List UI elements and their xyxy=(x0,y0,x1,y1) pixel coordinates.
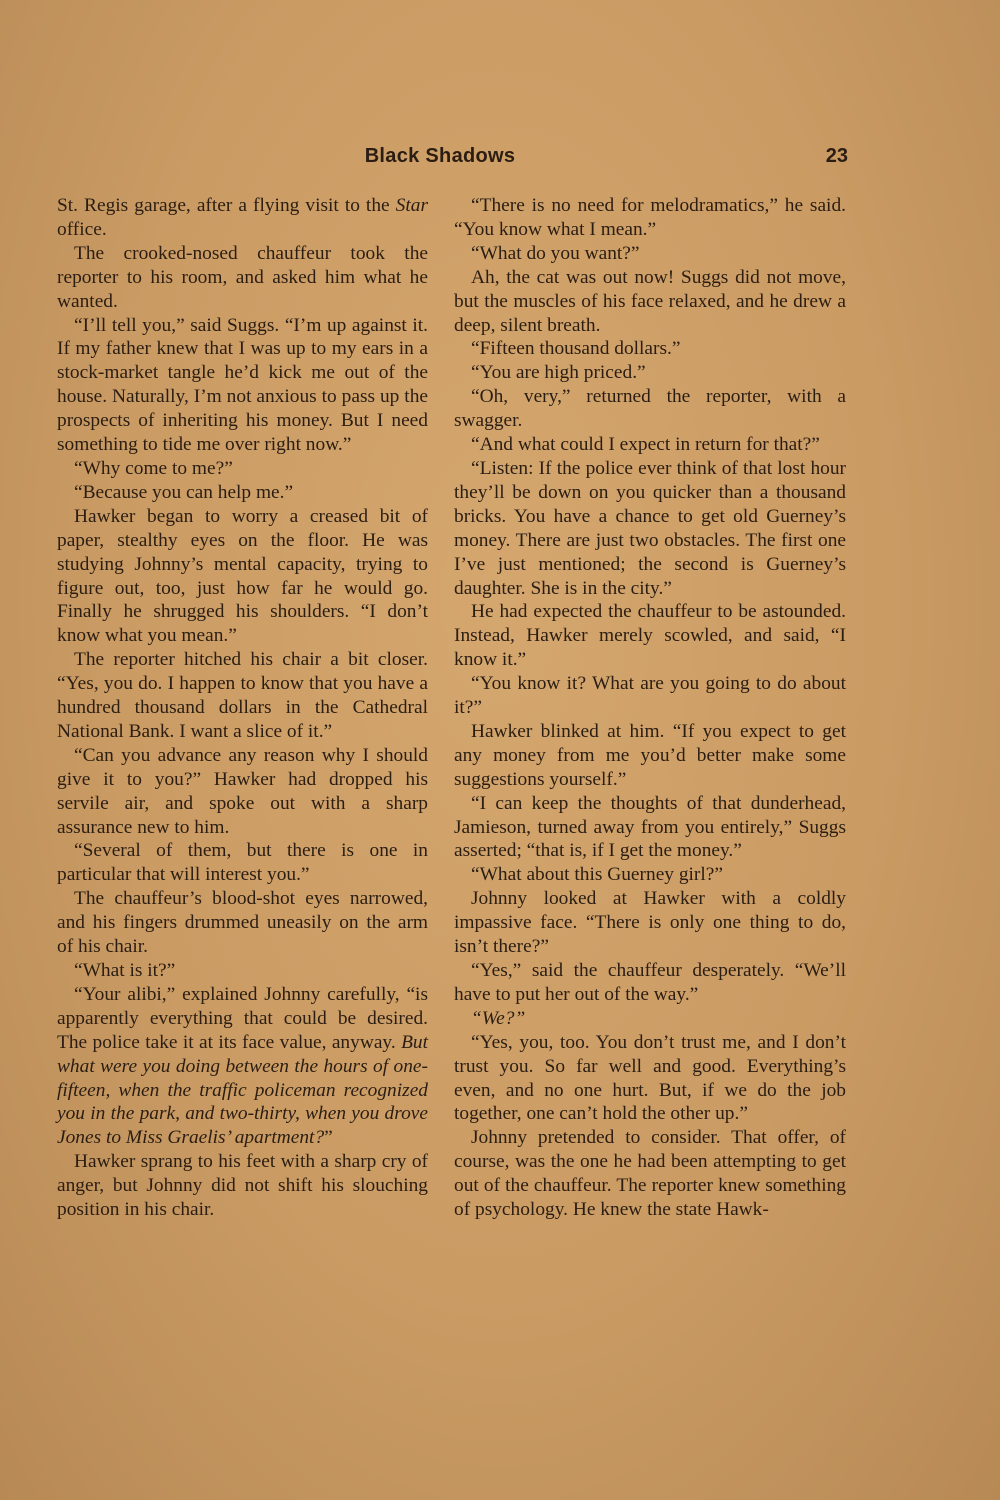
paragraph-text: St. Regis garage, after a flying visit to the xyxy=(57,195,396,216)
paragraph: “And what could I expect in return for that?” xyxy=(471,434,820,456)
paragraph: Hawker sprang to his feet with a sharp cry of anger, but Johnny did not shift his slouching position in his chair. xyxy=(57,1151,428,1221)
paragraph: The chauffeur’s blood-shot eyes narrowed, and his fingers drummed uneasily on the arm of his chair. xyxy=(57,888,428,958)
paragraph: “Yes, you, too. You don’t trust me, and I don’t trust you. So far well and good. Everything’s even, and no one hurt. But, if we do the job together, one can’t hold the other up.” xyxy=(454,1031,846,1125)
paragraph: “You know it? What are you going to do about it?” xyxy=(454,673,846,719)
page-number: 23 xyxy=(825,145,848,167)
paragraph: He had expected the chauffeur to be astounded. Instead, Hawker merely scowled, and said, “I know it.” xyxy=(454,601,846,671)
paragraph: “Oh, very,” returned the reporter, with a swagger. xyxy=(454,386,846,432)
italic-text: Star xyxy=(395,195,428,216)
paragraph-text: office. xyxy=(57,218,107,240)
paragraph: Ah, the cat was out now! Suggs did not move, but the muscles of his face relaxed, and he drew a deep, silent breath. xyxy=(454,266,846,336)
left-column xyxy=(57,194,428,1222)
paragraph: “Can you advance any reason why I should give it to you?” Hawker had dropped his servile air, and spoke out with a sharp assurance new to him. xyxy=(57,744,428,838)
paragraph: Hawker blinked at him. “If you expect to get any money from me you’d better make some suggestions yourself.” xyxy=(454,720,846,790)
paragraph: “Listen: If the police ever think of that lost hour they’ll be down on you quicker than a thousand bricks. You have a chance to get old Guerney’s money. There are just two obstacles. The first one I’ve just mentioned; the second is Guerney’s daughter. She is in the city.” xyxy=(454,457,846,599)
paragraph: “Several of them, but there is one in particular that will interest you.” xyxy=(57,840,428,886)
paragraph: “Why come to me?” xyxy=(74,457,233,479)
paragraph: The crooked-nosed chauffeur took the reporter to his room, and asked him what he wanted. xyxy=(57,242,428,312)
paragraph: “Fifteen thousand dollars.” xyxy=(471,338,681,360)
paragraph: “What do you want?” xyxy=(471,242,640,264)
running-title: Black Shadows xyxy=(364,145,516,167)
paragraph: “Because you can help me.” xyxy=(74,481,294,503)
running-head xyxy=(0,145,1000,175)
paragraph: “We?” xyxy=(471,1007,526,1029)
paragraph: “You are high priced.” xyxy=(471,362,646,384)
paragraph xyxy=(57,194,428,242)
paragraph-text: ” xyxy=(324,1127,333,1149)
paragraph: “I’ll tell you,” said Suggs. “I’m up against it. If my father knew that I was up to my ears in a stock-market tangle he’d kick me out of the house. Naturally, I’m not anxious to pass up the prospects of inheriting his money. But I need something to tide me over right now.” xyxy=(57,314,428,456)
italic-text: But what were you doing between the hours of one-fifteen, when the traffic policeman recognized you in the park, and two-thirty, when you drove Jones to Miss Graelis’ apartment? xyxy=(57,1031,428,1149)
paragraph: Johnny pretended to consider. That offer, of course, was the one he had been attempting to get out of the chauffeur. The reporter knew something of psychology. He knew the state Hawk- xyxy=(454,1127,846,1221)
paragraph: “Yes,” said the chauffeur desperately. “We’ll have to put her out of the way.” xyxy=(454,960,846,1005)
paragraph-text: “Your alibi,” explained Johnny carefully, “is apparently everything that could be desired. The police take it at its face value, anyway. xyxy=(57,983,428,1053)
paragraph: Johnny looked at Hawker with a coldly impassive face. “There is only one thing to do, isn’t there?” xyxy=(454,888,846,958)
paragraph: “What about this Guerney girl?” xyxy=(471,864,723,886)
paragraph xyxy=(57,983,428,1150)
paragraph: The reporter hitched his chair a bit closer. “Yes, you do. I happen to know that you have a hundred thousand dollars in the Cathedral National Bank. I want a slice of it.” xyxy=(57,649,428,742)
paragraph: “There is no need for melodramatics,” he said. “You know what I mean.” xyxy=(454,195,846,240)
paragraph: “I can keep the thoughts of that dunderhead, Jamieson, turned away from you entirely,” Suggs asserted; “that is, if I get the money.” xyxy=(454,792,846,862)
paragraph: Hawker began to worry a creased bit of paper, stealthy eyes on the floor. He was studying Johnny’s mental capacity, trying to figure out, too, just how far he would go. Finally he shrugged his shoulders. “I don’t know what you mean.” xyxy=(57,505,428,647)
right-column xyxy=(454,194,846,1222)
paragraph: “What is it?” xyxy=(74,960,176,981)
